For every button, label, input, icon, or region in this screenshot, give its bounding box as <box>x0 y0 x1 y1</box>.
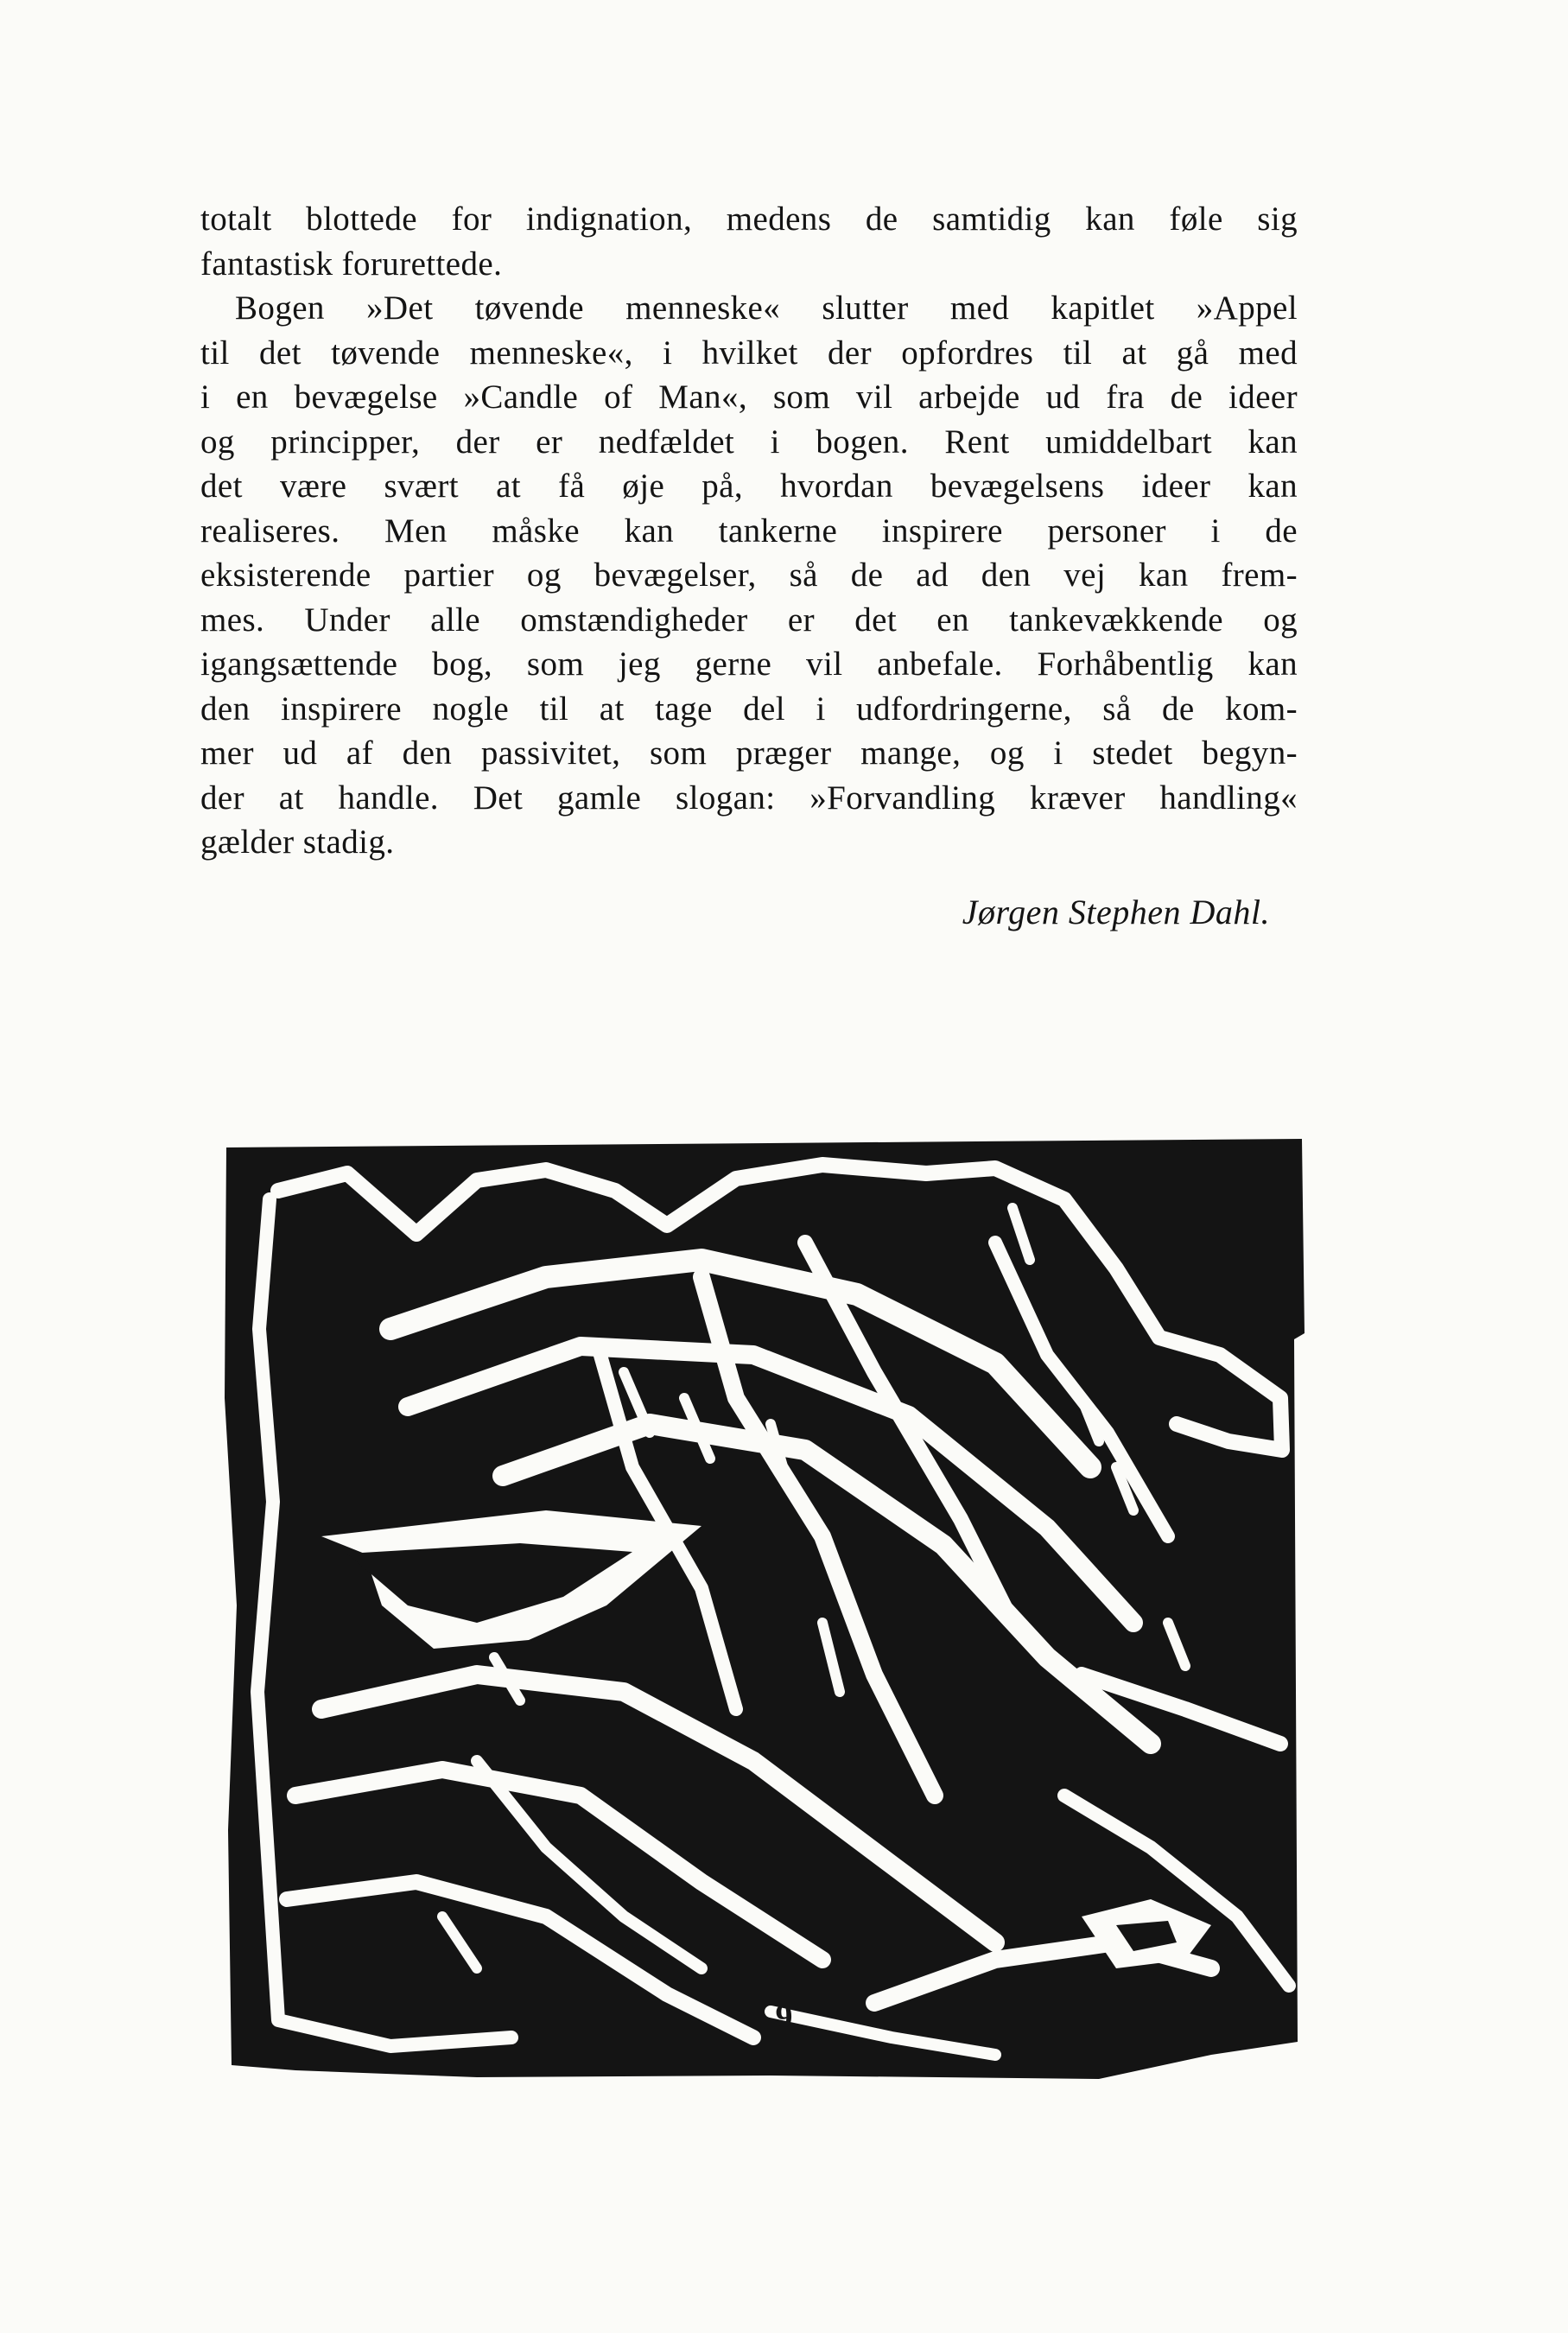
page-number: 9 <box>775 1997 793 2036</box>
body-line: eksisterende partier og bevægelser, så de ad den vej kan frem- <box>200 556 1298 594</box>
body-line: fantastisk forurettede. <box>200 245 503 283</box>
author-signature: Jørgen Stephen Dahl. <box>962 893 1270 931</box>
body-line: i en bevægelse »Candle of Man«, som vil arbejde ud fra de ideer <box>200 378 1298 416</box>
body-line: realiseres. Men måske kan tankerne inspirere personer i de <box>200 512 1298 550</box>
review-body-text <box>200 197 1298 865</box>
body-line: den inspirere nogle til at tage del i udfordringerne, så de kom- <box>200 690 1298 728</box>
body-line: igangsættende bog, som jeg gerne vil anbefale. Forhåbentlig kan <box>200 645 1298 683</box>
body-line: Bogen »Det tøvende menneske« slutter med kapitlet »Appel <box>235 289 1298 327</box>
body-line: totalt blottede for indignation, medens de samtidig kan føle sig <box>200 200 1298 238</box>
body-line: det være svært at få øje på, hvordan bevægelsens ideer kan <box>200 467 1298 505</box>
body-line: til det tøvende menneske«, i hvilket der opfordres til at gå med <box>200 334 1298 372</box>
body-line: der at handle. Det gamle slogan: »Forvandling kræver handling« <box>200 779 1298 817</box>
body-line: mes. Under alle omstændigheder er det en tankevækkende og <box>200 601 1298 639</box>
body-line: og principper, der er nedfældet i bogen. Rent umiddelbart kan <box>200 423 1298 461</box>
woodcut-illustration <box>218 1139 1306 2079</box>
body-line: gælder stadig. <box>200 823 395 861</box>
body-line: mer ud af den passivitet, som præger mange, og i stedet begyn- <box>200 734 1298 772</box>
